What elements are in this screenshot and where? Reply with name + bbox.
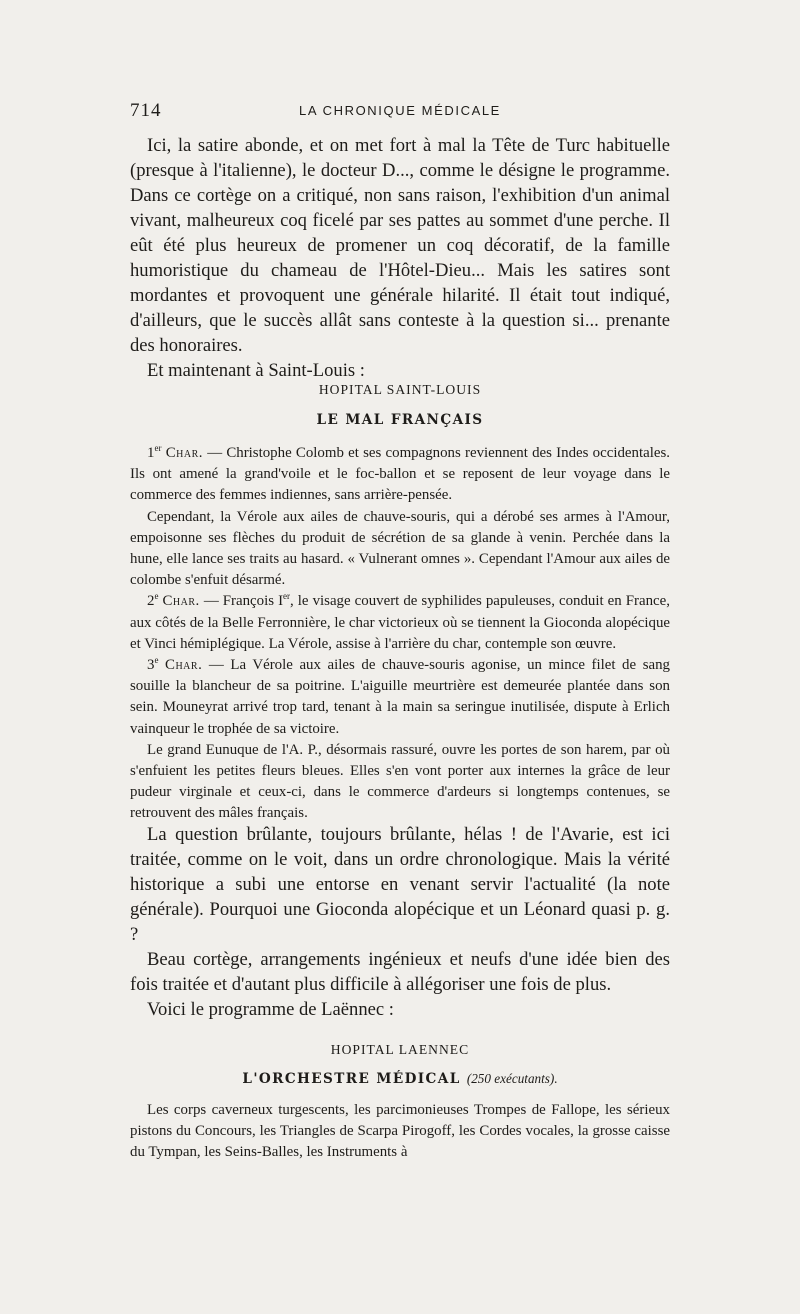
paragraph-text: , le visage couvert de syphilides papuleuses, conduit en France, aux côtés de la Belle Ferronnière, le char victorieux où se tiennent la Gioconda alopécique et Vinci hémiplégique. La Vérole, assise à l'arrière du char, contemple son œuvre. <box>130 593 670 652</box>
section-title-orchestre <box>130 1071 670 1087</box>
program-paragraph <box>130 655 670 740</box>
text-section-intro <box>130 133 670 383</box>
journal-title: LA CHRONIQUE MÉDICALE <box>299 103 501 118</box>
superscript: e <box>154 655 159 666</box>
program-paragraph <box>130 591 670 655</box>
paragraph: Ici, la satire abonde, et on met fort à mal la Tête de Turc habituelle (presque à l'italienne), le docteur D..., comme le désigne le programme. Dans ce cortège on a critiqué, non sans raison, l'exhibition d'un animal vivant, malheureux coq ficelé par ses pattes au sommet d'une perche. Il eût été plus heureux de promener un coq décoratif, de la famille humoristique du chameau de l'Hôtel-Dieu... Mais les satires sont mordantes et provoquent une générale hilarité. Il était tout indiqué, d'ailleurs, que le succès allât sans conteste à la question si... prenante des honoraires. <box>130 135 670 356</box>
page-number: 714 <box>130 100 162 121</box>
char-number: 2 <box>147 593 155 610</box>
program-saint-louis <box>130 443 670 825</box>
paragraph-text: — La Vérole aux ailes de chauve-souris agonise, un mince filet de sang souille la blancheur de sa poitrine. L'aiguille meurtrière est demeurée plantée dans son sein. Mouneyrat arrivé trop tard, tenant à la main sa seringue inutilisée, dispute à Erlich vainqueur le trophée de sa victoire. <box>130 657 670 737</box>
paragraph-text: — François I <box>199 593 284 610</box>
char-label: Char. <box>165 445 203 461</box>
program-paragraph: Les corps caverneux turgescents, les parcimonieuses Trompes de Fallope, les sérieux pistons du Concours, les Triangles de Scarpa Pirogoff, les Cordes vocales, la grosse caisse du Tympan, les Seins-Balles, les Instruments à <box>130 1102 670 1161</box>
program-paragraph: Cependant, la Vérole aux ailes de chauve-souris, qui a dérobé ses armes à l'Amour, empoisonne ses flèches du produit de sécrétion de sa glande à venin. Perchée dans la hune, elle lance ses traits au hasard. « Vulnerant omnes ». Cependant l'Amour aux ailes de colombe s'enfuit désarmé. <box>130 508 670 589</box>
paragraph: Beau cortège, arrangements ingénieux et neufs d'une idée bien des fois traitée et d'autant plus difficile à allégoriser une fois de plus. <box>130 949 670 995</box>
char-label: Char. <box>162 593 200 610</box>
paragraph: La question brûlante, toujours brûlante, hélas ! de l'Avarie, est ici traitée, comme on le voit, dans un ordre chronologique. Mais la vérité historique a subi une entorse en venant servir l'actualité (la note générale). Pourquoi une Gioconda alopécique et un Léonard quasi p. g. ? <box>130 824 670 945</box>
char-number: 3 <box>147 657 155 674</box>
paragraph-text: — Christophe Colomb et ses compagnons reviennent des Indes occidentales. Ils ont amené la grand'voile et le foc-ballon et se reposent de leur voyage dans le commerce des femmes indiennes, sans arrière-pensée. <box>130 445 670 504</box>
performers-note: (250 exécutants). <box>466 1071 558 1086</box>
superscript: e <box>154 591 159 602</box>
program-paragraph: Le grand Eunuque de l'A. P., désormais rassuré, ouvre les portes de son harem, par où s'enfuient les petites fleurs bleues. Elles s'en vont porter aux internes la grâce de leur pudeur virginale et ceux-ci, dans le commerce d'ardeurs si longtemps contenues, se retrouvent des mâles français. <box>130 741 670 822</box>
program-laennec <box>130 1100 670 1164</box>
section-heading-saint-louis: HOPITAL SAINT-LOUIS <box>318 382 482 397</box>
text-section-commentary <box>130 822 670 1022</box>
char-number: 1 <box>147 445 155 461</box>
section-heading-laennec: HOPITAL LAENNEC <box>330 1042 470 1057</box>
paragraph: Et maintenant à Saint-Louis : <box>147 360 365 381</box>
section-title-mal-francais: LE MAL FRANÇAIS <box>316 412 484 428</box>
running-head <box>130 100 670 124</box>
char-label: Char. <box>165 657 203 674</box>
title-text: L'ORCHESTRE MÉDICAL <box>242 1071 461 1087</box>
superscript: er <box>283 591 291 602</box>
superscript: er <box>154 443 162 454</box>
program-paragraph <box>130 443 670 507</box>
paragraph: Voici le programme de Laënnec : <box>147 999 394 1020</box>
